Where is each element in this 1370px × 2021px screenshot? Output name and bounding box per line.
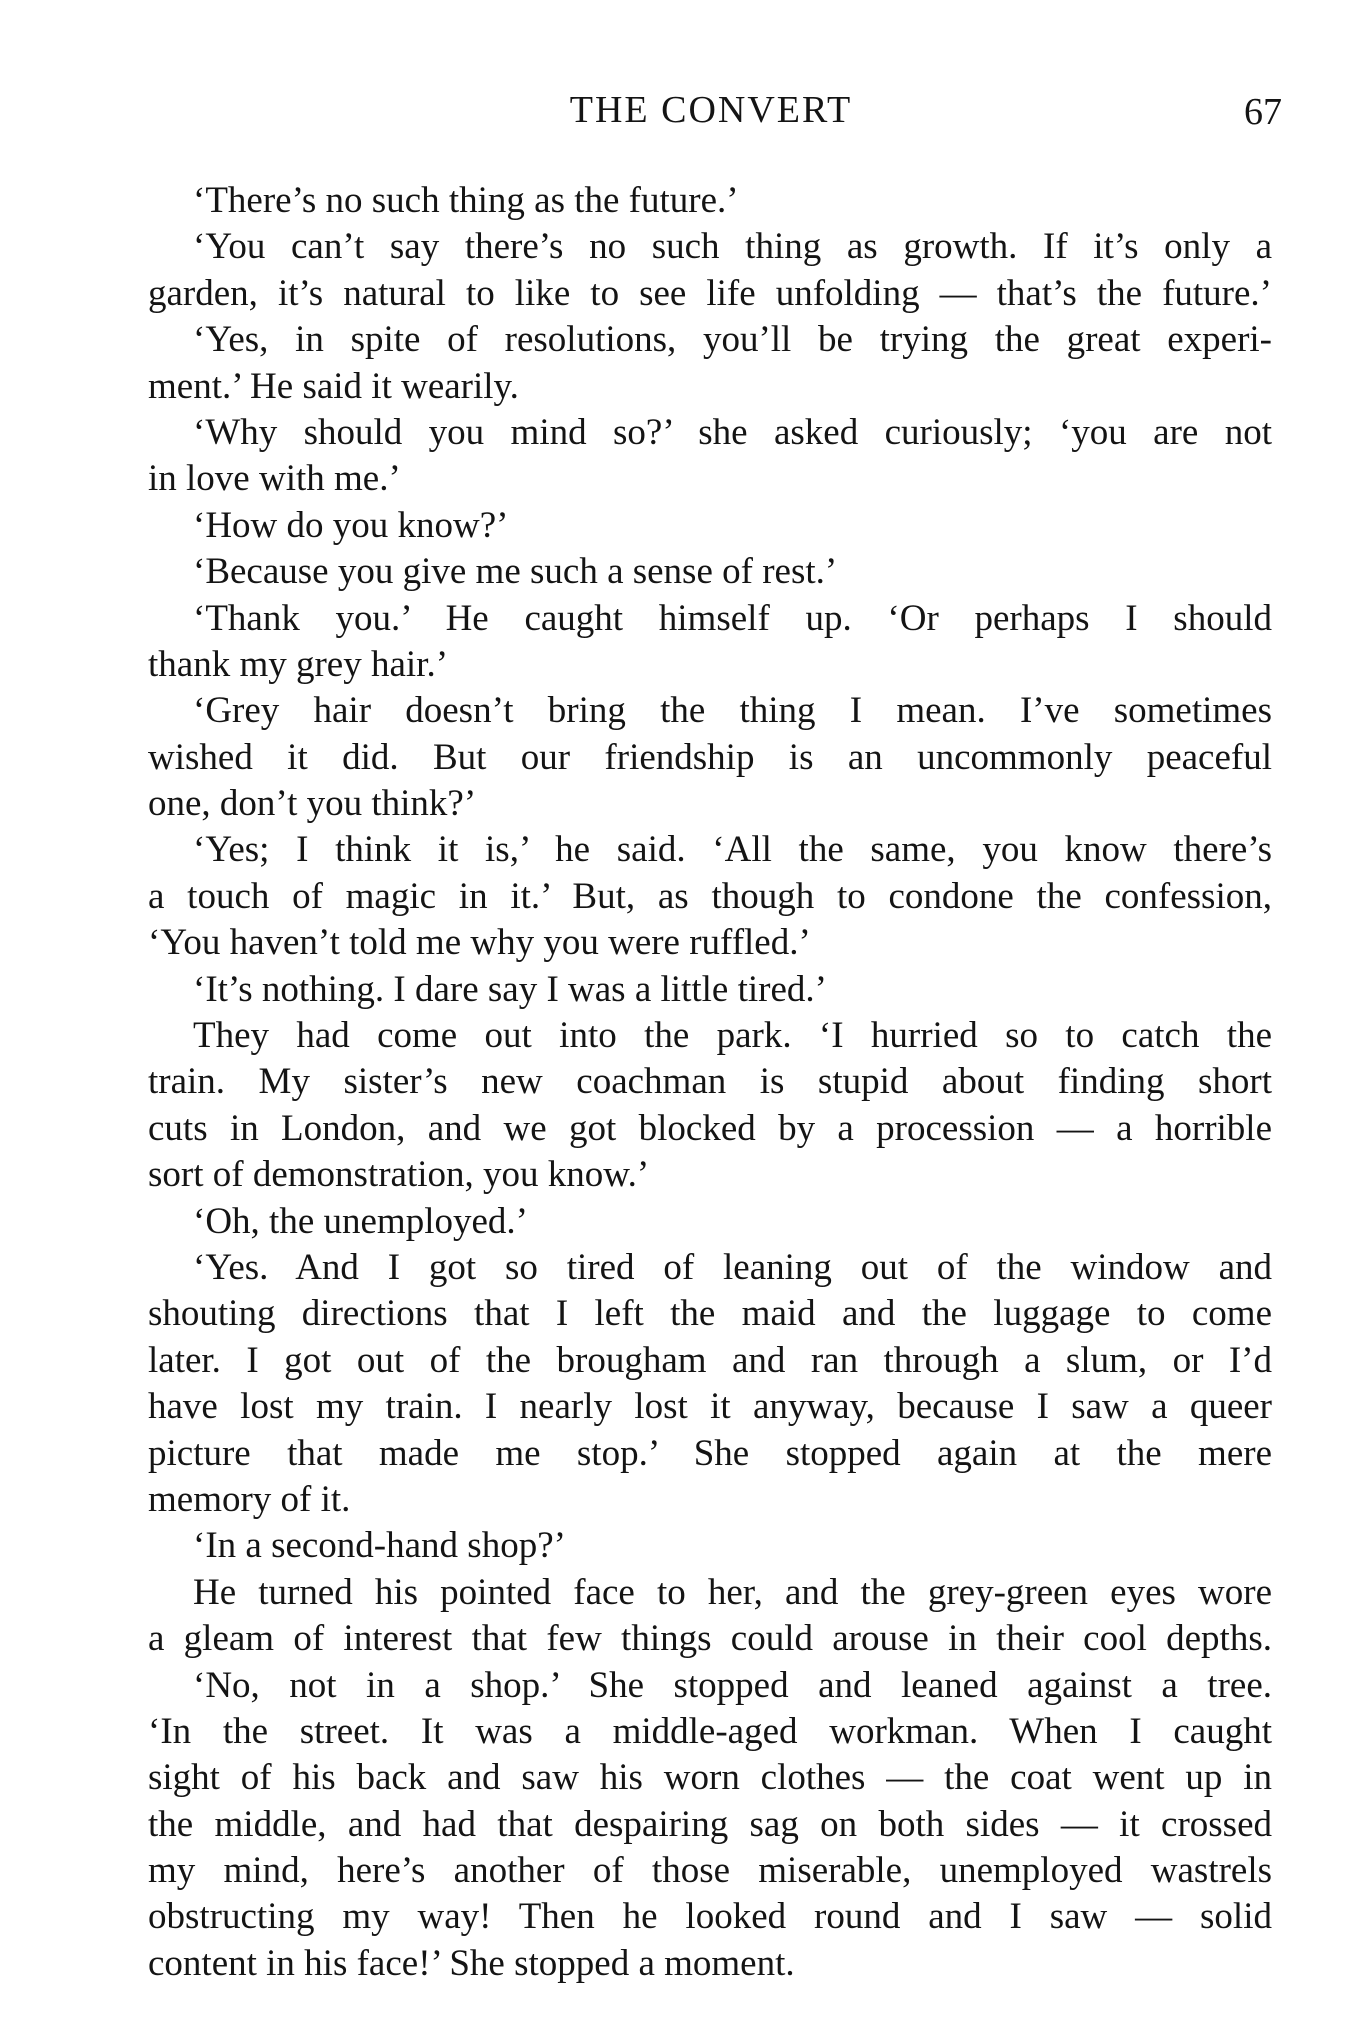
text-line: train. My sister’s new coachman is stupid about finding short bbox=[148, 1061, 1272, 1103]
text-line: ‘In the street. It was a middle-aged workman. When I caught bbox=[148, 1710, 1272, 1752]
body-text bbox=[148, 178, 1272, 1987]
text-line: thank my grey hair.’ bbox=[148, 643, 449, 685]
text-line: shouting directions that I left the maid and the luggage to come bbox=[148, 1293, 1272, 1335]
text-line: a touch of magic in it.’ But, as though to condone the confession, bbox=[148, 875, 1272, 917]
text-line: one, don’t you think?’ bbox=[148, 783, 477, 825]
text-line: ‘You can’t say there’s no such thing as growth. If it’s only a bbox=[193, 226, 1272, 268]
text-line: the middle, and had that despairing sag on both sides — it crossed bbox=[148, 1803, 1272, 1845]
text-line: my mind, here’s another of those miserable, unemployed wastrels bbox=[148, 1850, 1272, 1892]
text-line: ‘Yes. And I got so tired of leaning out of the window and bbox=[193, 1246, 1272, 1288]
text-line: ‘Because you give me such a sense of rest.’ bbox=[193, 551, 838, 593]
text-line: content in his face!’ She stopped a moment. bbox=[148, 1942, 795, 1984]
text-line: ment.’ He said it wearily. bbox=[148, 365, 519, 407]
text-line: ‘Grey hair doesn’t bring the thing I mean. I’ve sometimes bbox=[193, 690, 1272, 732]
text-line: garden, it’s natural to like to see life unfolding — that’s the future.’ bbox=[148, 272, 1272, 314]
running-title: THE CONVERT bbox=[569, 89, 853, 131]
text-line: ‘Yes; I think it is,’ he said. ‘All the same, you know there’s bbox=[193, 829, 1272, 871]
text-line: memory of it. bbox=[148, 1478, 351, 1520]
text-line: sort of demonstration, you know.’ bbox=[148, 1154, 650, 1196]
text-line: ‘Yes, in spite of resolutions, you’ll be trying the great experi- bbox=[193, 319, 1272, 361]
text-line: ‘Oh, the unemployed.’ bbox=[193, 1200, 528, 1242]
text-line: a gleam of interest that few things could arouse in their cool depths. bbox=[148, 1618, 1272, 1660]
text-line: ‘There’s no such thing as the future.’ bbox=[193, 180, 739, 221]
text-line: in love with me.’ bbox=[148, 458, 401, 500]
text-line: have lost my train. I nearly lost it anyway, because I saw a queer bbox=[148, 1386, 1272, 1428]
text-line: obstructing my way! Then he looked round and I saw — solid bbox=[148, 1896, 1272, 1938]
text-line: ‘Why should you mind so?’ she asked curiously; ‘you are not bbox=[193, 411, 1272, 453]
text-line: picture that made me stop.’ She stopped again at the mere bbox=[148, 1432, 1272, 1474]
text-line: ‘No, not in a shop.’ She stopped and leaned against a tree. bbox=[193, 1664, 1272, 1706]
text-line: ‘In a second-hand shop?’ bbox=[193, 1525, 566, 1567]
text-line: later. I got out of the brougham and ran through a slum, or I’d bbox=[148, 1339, 1272, 1381]
text-line: sight of his back and saw his worn clothes — the coat went up in bbox=[148, 1757, 1272, 1799]
text-line: cuts in London, and we got blocked by a procession — a horrible bbox=[148, 1107, 1272, 1149]
text-line: ‘You haven’t told me why you were ruffled.’ bbox=[148, 922, 811, 964]
page-number: 67 bbox=[1244, 91, 1282, 133]
text-line: They had come out into the park. ‘I hurried so to catch the bbox=[193, 1015, 1272, 1057]
text-line: ‘How do you know?’ bbox=[193, 504, 509, 546]
text-line: ‘Thank you.’ He caught himself up. ‘Or perhaps I should bbox=[193, 597, 1272, 639]
text-line: wished it did. But our friendship is an uncommonly peaceful bbox=[148, 736, 1272, 778]
text-line: ‘It’s nothing. I dare say I was a little tired.’ bbox=[193, 968, 827, 1010]
page-header bbox=[150, 88, 1282, 140]
text-line: He turned his pointed face to her, and the grey-green eyes wore bbox=[193, 1571, 1272, 1613]
